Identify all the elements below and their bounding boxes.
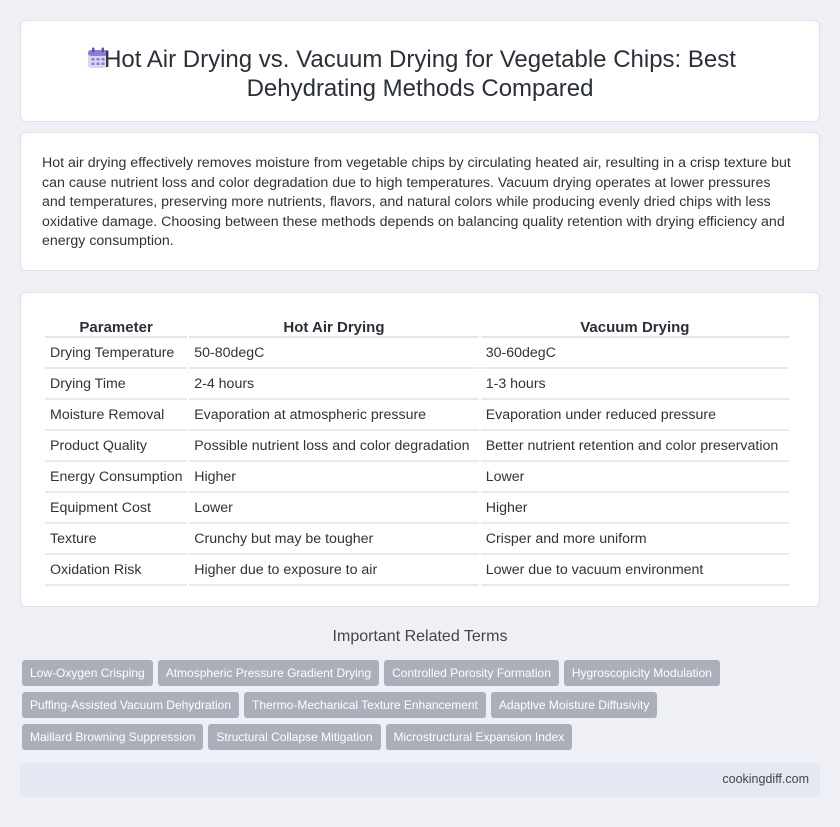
table-cell: Drying Time xyxy=(45,369,187,400)
table-cell: Moisture Removal xyxy=(45,400,187,431)
tag-row xyxy=(22,724,802,756)
header-card xyxy=(20,20,820,122)
table-cell: Higher due to exposure to air xyxy=(189,555,478,586)
term-tag[interactable]: Puffing-Assisted Vacuum Dehydration xyxy=(22,692,239,718)
term-tag[interactable]: Hygroscopicity Modulation xyxy=(564,660,720,686)
term-tag[interactable]: Adaptive Moisture Diffusivity xyxy=(491,692,658,718)
table-cell: Product Quality xyxy=(45,431,187,462)
table-cell: Higher xyxy=(481,493,789,524)
table-row xyxy=(45,555,789,586)
table-cell: Lower due to vacuum environment xyxy=(481,555,789,586)
term-tag[interactable]: Microstructural Expansion Index xyxy=(386,724,573,750)
table-cell: Equipment Cost xyxy=(45,493,187,524)
term-tag[interactable]: Thermo-Mechanical Texture Enhancement xyxy=(244,692,486,718)
table-cell: 30-60degC xyxy=(481,338,789,369)
table-cell: Crunchy but may be tougher xyxy=(189,524,478,555)
table-cell: Evaporation under reduced pressure xyxy=(481,400,789,431)
table-row xyxy=(45,524,789,555)
tag-row xyxy=(22,660,802,692)
table-cell: Drying Temperature xyxy=(45,338,187,369)
table-cell: Lower xyxy=(189,493,478,524)
table-cell: Better nutrient retention and color preservation xyxy=(481,431,789,462)
footer-site-link[interactable]: cookingdiff.com xyxy=(722,772,809,786)
table-cell: Lower xyxy=(481,462,789,493)
term-tag[interactable]: Atmospheric Pressure Gradient Drying xyxy=(158,660,379,686)
column-header: Parameter xyxy=(45,316,187,338)
table-row xyxy=(45,462,789,493)
table-cell: 2-4 hours xyxy=(189,369,478,400)
footer xyxy=(20,763,820,797)
comparison-table xyxy=(43,316,791,586)
column-header: Hot Air Drying xyxy=(189,316,478,338)
table-row xyxy=(45,369,789,400)
table-cell: Energy Consumption xyxy=(45,462,187,493)
comparison-table-card xyxy=(20,292,820,607)
table-row xyxy=(45,431,789,462)
table-header-row xyxy=(45,316,789,338)
intro-paragraph: Hot air drying effectively removes moisture from vegetable chips by circulating heated air, resulting in a crisp texture but can cause nutrient loss and color degradation due to high temperatures. Vacuum drying operates at lower pressures and temperatures, preserving more nutrients, flavors, and natural colors while producing evenly dried chips with less oxidative damage. Choosing between these methods depends on balancing quality retention with drying efficiency and energy consumption. xyxy=(42,155,791,250)
table-cell: 50-80degC xyxy=(189,338,478,369)
term-tag[interactable]: Structural Collapse Mitigation xyxy=(208,724,380,750)
term-tag[interactable]: Maillard Browning Suppression xyxy=(22,724,203,750)
table-cell: Oxidation Risk xyxy=(45,555,187,586)
term-tag[interactable]: Low-Oxygen Crisping xyxy=(22,660,153,686)
related-terms-list xyxy=(22,660,802,756)
tag-row xyxy=(22,692,802,724)
table-cell: Higher xyxy=(189,462,478,493)
intro-card xyxy=(20,132,820,271)
related-terms-heading: Important Related Terms xyxy=(332,628,508,645)
column-header: Vacuum Drying xyxy=(481,316,789,338)
table-row xyxy=(45,493,789,524)
table-cell: Possible nutrient loss and color degradation xyxy=(189,431,478,462)
page-title: Hot Air Drying vs. Vacuum Drying for Vegetable Chips: Best Dehydrating Methods Compared xyxy=(104,46,736,102)
table-cell: Crisper and more uniform xyxy=(481,524,789,555)
table-cell: Evaporation at atmospheric pressure xyxy=(189,400,478,431)
table-row xyxy=(45,400,789,431)
table-cell: 1-3 hours xyxy=(481,369,789,400)
table-row xyxy=(45,338,789,369)
term-tag[interactable]: Controlled Porosity Formation xyxy=(384,660,559,686)
table-cell: Texture xyxy=(45,524,187,555)
